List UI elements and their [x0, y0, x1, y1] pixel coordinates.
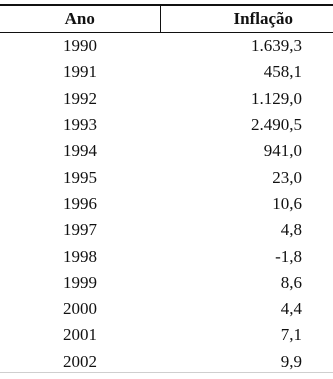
inflation-cell: 4,4	[280, 299, 302, 319]
year-cell: 1997	[63, 220, 97, 240]
year-cell: 1990	[63, 36, 97, 56]
header-year: Ano	[0, 5, 160, 33]
table-row	[0, 138, 333, 164]
year-cell: 1998	[63, 246, 97, 266]
year-cell: 1995	[63, 167, 97, 187]
inflation-cell: 941,0	[263, 141, 302, 161]
table-row	[0, 270, 333, 296]
inflation-cell: -1,8	[275, 246, 302, 266]
inflation-cell: 10,6	[272, 193, 302, 213]
inflation-cell: 1.129,0	[251, 88, 302, 108]
year-cell: 1994	[63, 141, 97, 161]
year-cell: 1993	[63, 115, 97, 135]
table-row	[0, 33, 333, 60]
table-row	[0, 112, 333, 138]
inflation-cell: 7,1	[280, 325, 302, 345]
header-inflation: Inflação	[233, 9, 293, 28]
year-cell: 2002	[63, 351, 97, 371]
table-row	[0, 217, 333, 243]
inflation-cell: 9,9	[280, 351, 302, 371]
inflation-cell: 4,8	[280, 220, 302, 240]
table-row	[0, 296, 333, 322]
year-cell: 2001	[63, 325, 97, 345]
inflation-cell: 1.639,3	[251, 36, 302, 56]
table-row	[0, 349, 333, 379]
table-row	[0, 59, 333, 85]
header-row	[0, 5, 333, 33]
year-cell: 1999	[63, 272, 97, 292]
year-cell: 1996	[63, 193, 97, 213]
table-row	[0, 322, 333, 348]
year-cell: 2000	[63, 299, 97, 319]
table-row	[0, 86, 333, 112]
table-row	[0, 243, 333, 269]
table-row	[0, 191, 333, 217]
inflation-table	[0, 4, 333, 379]
table-body	[0, 33, 333, 379]
inflation-cell: 8,6	[280, 272, 302, 292]
year-cell: 1992	[63, 88, 97, 108]
inflation-cell: 2.490,5	[251, 115, 302, 135]
year-cell: 1991	[63, 62, 97, 82]
table-header	[0, 5, 333, 33]
table-row	[0, 164, 333, 190]
inflation-cell: 458,1	[263, 62, 302, 82]
inflation-cell: 23,0	[272, 167, 302, 187]
bottom-rule	[0, 372, 333, 373]
